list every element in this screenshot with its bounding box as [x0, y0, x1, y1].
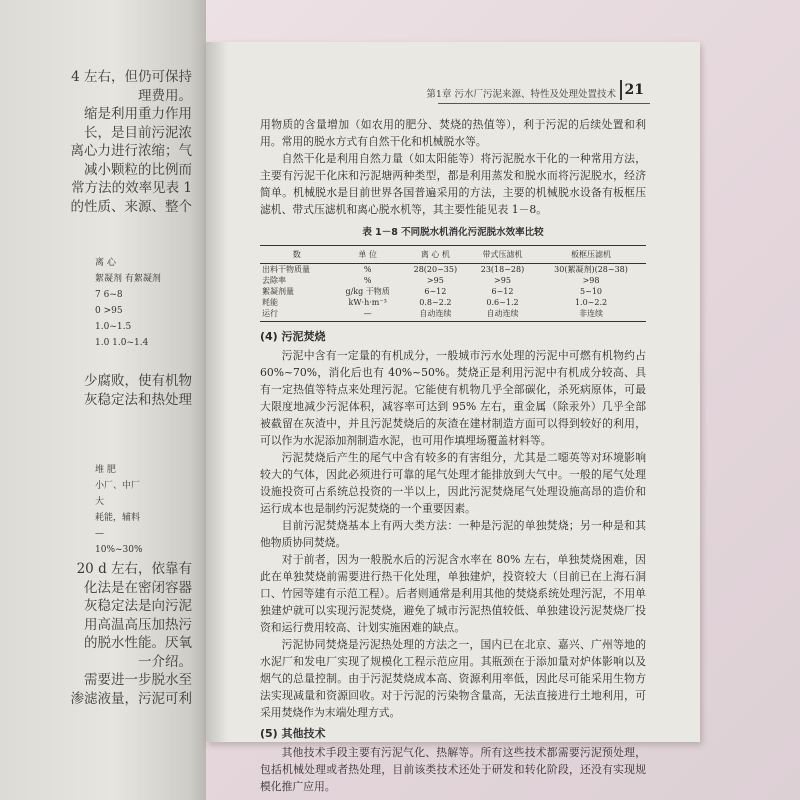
- table-cell: 自动连续: [469, 308, 536, 322]
- left-table-2: [95, 462, 195, 558]
- table-cell: >98: [582, 276, 600, 285]
- left-line: 理费用。: [138, 87, 192, 104]
- table-cell: 出料干物质量: [262, 265, 310, 274]
- left-page: [0, 0, 206, 800]
- running-head: 第1章 污水厂污泥来源、特性及处理处置技术: [426, 89, 616, 100]
- table-cell: 28(20~35): [413, 265, 458, 274]
- paragraph: 污泥协同焚烧是污泥热处理的方法之一，国内已在北京、嘉兴、广州等地的水泥厂和发电厂实现了规模化工程示范应用。其瓶颈在于添加量对炉体影响以及烟气的总量控制。由于污泥焚烧成本高、资源利用率低，因此尽可能采用生物方法实现减量和资源回收。对于污泥的污染物含量高，无法直接进行土地利用，可采用焚烧作为末端处理方式。: [260, 638, 646, 719]
- table-cell: 5~10: [580, 287, 603, 296]
- table-cell: —: [334, 308, 402, 322]
- paragraph: 污泥焚烧后产生的尾气中含有较多的有害组分，尤其是二噁英等对环境影响较大的气体，因此必须进行可靠的尾气处理才能排放到大气中。一般的尾气处理设施投资可占系统总投资的一半以上，因此污泥焚烧尾气处理设施高昂的造价和运行成本也是制约污泥焚烧的一个重要因素。: [260, 451, 646, 515]
- table-cell: 耗能: [262, 298, 278, 307]
- table-cell: >95: [426, 276, 444, 285]
- header-rule: [438, 103, 650, 104]
- table-caption: 表 1－8 不同脱水机消化污泥脱水效率比较: [362, 227, 544, 238]
- left-line: 一介绍。: [138, 653, 192, 670]
- paragraph: 其他技术手段主要有污泥气化、热解等。所有这些技术都需要污泥预处理，包括机械处理或者热处理，目前该类技术还处于研发和转化阶段，还没有实现规模化推广应用。: [260, 746, 646, 793]
- left-table-row: 10%~30%: [95, 545, 143, 555]
- section-heading-incineration: (4) 污泥焚烧: [260, 330, 326, 343]
- table-row: [260, 264, 646, 276]
- table-cell: >95: [494, 276, 511, 285]
- table-header: 单 位: [334, 246, 402, 264]
- table-row: [260, 308, 646, 322]
- table-cell: 运行: [260, 308, 334, 322]
- paragraph: 自然干化是利用自然力量（如太阳能等）将污泥脱水干化的一种常用方法，主要有污泥干化床和污泥塘两种类型，都是利用蒸发和脱水而将污泥脱水，经济简单。机械脱水是目前世界各国普遍采用的方法，主要的机械脱水设备有板框压滤机、带式压滤机和离心脱水机等，其主要性能见表 1－8。: [260, 152, 646, 216]
- left-line: 减小颗粒的比例而: [84, 161, 192, 178]
- section-heading-other-tech: (5) 其他技术: [260, 727, 326, 740]
- table-cell: g/kg 干物质: [345, 287, 390, 296]
- table-cell: 0.6~1.2: [486, 298, 519, 307]
- left-line: 缩是利用重力作用: [84, 106, 192, 122]
- table-header: 带式压滤机: [469, 246, 536, 264]
- table-header: 板框压滤机: [536, 246, 646, 264]
- paragraph: 用物质的含量增加（如农用的肥分、焚烧的热值等），利于污泥的后续处置和利用。常用的脱水方式有自然干化和机械脱水等。: [260, 118, 646, 148]
- left-line: 化法是在密闭容器: [84, 579, 192, 596]
- header-divider: [620, 80, 622, 100]
- left-table-row: 0 >95: [95, 306, 123, 316]
- left-table-row: 絮凝剂 有絮凝剂: [95, 274, 161, 284]
- page-number: 21: [624, 82, 644, 98]
- left-table-row: 离 心: [95, 258, 116, 268]
- left-line: 的性质、来源、整个: [70, 198, 192, 215]
- left-page-text: [0, 68, 198, 216]
- left-line: 常方法的效率见表 1: [71, 180, 192, 196]
- left-line: 灰稳定法和热处理: [84, 391, 192, 408]
- table-cell: kW·h·m⁻³: [348, 298, 387, 307]
- paragraph: 污泥中含有一定量的有机成分，一般城市污水处理的污泥中可燃有机物约占 60%~70%，消化后也有 40%~50%。焚烧正是利用污泥中有机成分较高、具有一定热值等特点来处理污泥。它能使有机物几乎全部碳化，杀死病原体，可最大限度地减少污泥体积，减容率可达到 95% 左右，重金属（除汞外）几乎全部被截留在灰渣中，并且污泥焚烧后的灰渣在建材制造方面可以得到较好的利用，可以作为水泥添加剂制造水泥，也可用作填埋场覆盖材料等。: [260, 349, 646, 447]
- table-cell: 自动连续: [402, 308, 469, 322]
- table-cell: 30(絮凝剂)(28~38): [554, 265, 628, 274]
- paragraph: 目前污泥焚烧基本上有两大类方法：一种是污泥的单独焚烧；另一种是和其他物质协同焚烧。: [260, 519, 646, 549]
- left-table-row: —: [95, 529, 104, 539]
- dewatering-table: [260, 245, 646, 322]
- left-line: 的脱水性能。厌氧: [84, 635, 192, 651]
- table-row: [260, 275, 646, 286]
- table-cell: %: [363, 265, 372, 274]
- table-cell: 6~12: [491, 287, 514, 296]
- left-table-row: 1.0~1.5: [95, 322, 132, 332]
- left-line: 20 d 左右，依靠有: [76, 561, 192, 577]
- left-line: 需要进一步脱水至: [84, 672, 192, 688]
- left-line: 少腐败，使有机物: [84, 373, 192, 389]
- left-line: 离心力进行浓缩；气: [70, 143, 192, 159]
- left-table-row: 小厂、中厂: [95, 481, 141, 491]
- table-cell: 1.0~2.2: [574, 298, 608, 307]
- table-cell: 非连续: [536, 308, 646, 322]
- table-cell: 0.8~2.2: [419, 298, 452, 307]
- paragraph: 对于前者，因为一般脱水后的污泥含水率在 80% 左右，单独焚烧困难，因此在单独焚烧前需要进行热干化处理，单独建炉，投资较大（目前已在上海石洞口、竹园等建有示范工程）。后者则通常是利用其他的焚烧系统处理污泥，不用单独建炉就可以实现污泥焚烧，避免了城市污泥热值较低、单独建设污泥焚烧厂投资和运行费用较高、计划实施困难的缺点。: [260, 553, 646, 634]
- left-table-row: 耗能，辅料: [95, 513, 141, 523]
- table-header: 数: [260, 246, 334, 264]
- left-line: 用高温高压加热污: [84, 616, 192, 633]
- left-line: 渗滤液量，污泥可利: [70, 690, 192, 707]
- left-line: 长，是目前污泥浓: [84, 124, 192, 141]
- table-row: [260, 297, 646, 308]
- table-row: [260, 286, 646, 297]
- page-body: [260, 116, 646, 795]
- left-table: [95, 255, 195, 351]
- left-line: 灰稳定法是向污泥: [84, 598, 192, 614]
- table-header: 离 心 机: [402, 246, 469, 264]
- table-cell: 23(18~28): [480, 265, 525, 274]
- table-cell: 6~12: [424, 287, 447, 296]
- table-cell: 絮凝剂量: [262, 287, 294, 296]
- table-cell: 去除率: [262, 276, 286, 285]
- left-table-row: 1.0 1.0~1.4: [95, 338, 149, 348]
- left-table-row: 大: [95, 497, 105, 507]
- left-page-text-2: [0, 372, 198, 409]
- book-page: [206, 42, 700, 793]
- left-table-row: 7 6~8: [95, 290, 123, 300]
- table-cell: %: [363, 276, 372, 285]
- left-table-row: 堆 肥: [95, 465, 116, 475]
- left-page-text-3: [0, 560, 198, 708]
- left-line: 4 左右，但仍可保持: [71, 69, 192, 85]
